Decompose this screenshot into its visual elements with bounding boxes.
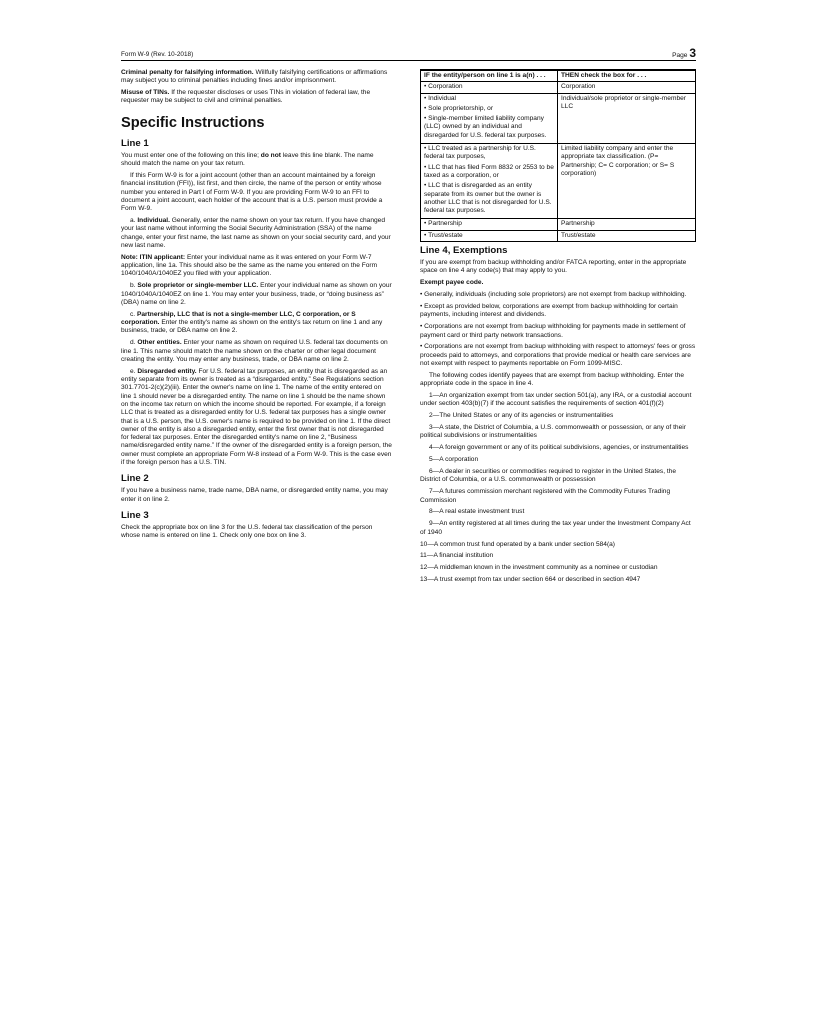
- row1-entity: • Corporation: [424, 83, 463, 90]
- table-cell: [421, 93, 558, 143]
- item-b: [121, 282, 393, 307]
- item-d: [121, 339, 393, 364]
- exempt-code: 7—A futures commission merchant registered with the Commodity Futures Trading Commission: [420, 488, 671, 504]
- line3-heading: Line 3: [121, 509, 149, 521]
- item-a-title: Individual.: [137, 217, 170, 225]
- page-indicator: [650, 46, 696, 60]
- table-cell: Corporation: [558, 82, 696, 93]
- table-cell: [421, 144, 558, 219]
- row2-entity-3: • Single-member limited liability company (LLC) owned by an individual and disregarded for U.S. federal tax purposes.: [424, 115, 554, 140]
- exempt-code: 1—An organization exempt from tax under section 501(a), any IRA, or a custodial account under section 403(b)(7) if the account satisfies the requirements of section 401(f)(2): [420, 392, 692, 408]
- table-row: [421, 219, 696, 230]
- item-c-text: Enter the entity's name as shown on the entity's tax return on line 1 and any business, trade, or DBA name on line 2.: [121, 319, 383, 335]
- criminal-penalty-title: Criminal penalty for falsifying information.: [121, 69, 254, 76]
- item-e-text: For U.S. federal tax purposes, an entity that is disregarded as an entity separate from its owner is treated as a “disregarded entity.” See Regulations section 301.7701-2(c)(2)(iii). Enter the owner's name on line 1. The name of the entity entered on line 1 should never be a disregarded entity. The name on line 1 should be the name shown on the income tax return on which the income should be reported. For example, if a foreign LLC that is treated as a disregarded entity for U.S. federal tax purposes has a single owner that is a U.S. person, the U.S. owner's name is required to be provided on line 1. If the direct owner of the entity is also a disregarded entity, enter the first owner that is not disregarded for federal tax purposes. Enter the disregarded entity's name on line 2, “Business name/disregarded entity name.” If the owner of the disregarded entity is a foreign person, the owner must complete an appropriate Form W-8 instead of a Form W-9. This is the case even if the foreign person has a U.S. TIN.: [121, 367, 392, 467]
- line4-intro: If you are exempt from backup withholding and/or FATCA reporting, enter in the appropriate space on line 4 any code(s) that may apply to you.: [420, 259, 687, 275]
- item-e-label: e.: [130, 367, 136, 375]
- misuse-text: If the requester discloses or uses TINs in violation of federal law, the requester may be subject to civil and criminal penalties.: [121, 89, 371, 105]
- item-e-title: Disregarded entity.: [137, 367, 197, 375]
- item-e: [121, 368, 393, 468]
- exempt-bullet: • Corporations are not exempt from backup withholding with respect to attorneys' fees or gross proceeds paid to attorneys, and corporations that provide medical or health care services are not exempt with respect to payments reportable on Form 1099-MISC.: [420, 343, 696, 368]
- table-header-entity: IF the entity/person on line 1 is a(n) . . .: [421, 70, 558, 82]
- row5-entity: • Trust/estate: [424, 232, 463, 239]
- line1-intro-a: You must enter one of the following on this line;: [121, 151, 259, 159]
- row2-entity-1: • Individual: [424, 95, 554, 103]
- item-d-title: Other entities.: [137, 339, 182, 347]
- table-cell: [421, 230, 558, 241]
- table-cell: Partnership: [558, 219, 696, 230]
- header-rule: [121, 60, 696, 61]
- table-row: [421, 93, 696, 143]
- form-title: Form W-9 (Rev. 10-2018): [121, 51, 194, 58]
- line1-intro-b: do not: [260, 151, 281, 159]
- item-d-text: Enter your name as shown on required U.S. federal tax documents on line 1. This name should match the name shown on the charter or other legal document creating the entity. You may enter any business, trade, or DBA name on line 2.: [121, 339, 388, 363]
- misuse-paragraph: [121, 89, 393, 106]
- item-d-label: d.: [130, 339, 136, 347]
- itin-note-text: Enter your individual name as it was entered on your Form W-7 application, line 1a. This should also be the same as the name you entered on the Form 1040/1040A/1040EZ you filed with your application.: [121, 253, 378, 278]
- exempt-code: 4—A foreign government or any of its political subdivisions, agencies, or instrumentalities: [429, 444, 689, 452]
- line2-heading: Line 2: [121, 473, 149, 485]
- exempt-code: 5—A corporation: [429, 456, 479, 464]
- exempt-code: 6—A dealer in securities or commodities required to register in the United States, the District of Columbia, or a U.S. commonwealth or possession: [420, 468, 677, 484]
- exempt-code: 13—A trust exempt from tax under section 664 or described in section 4947: [420, 576, 641, 584]
- row2-entity-2: • Sole proprietorship, or: [424, 105, 554, 113]
- item-a-label: a.: [130, 217, 136, 225]
- table-cell: [421, 219, 558, 230]
- exempt-code: 8—A real estate investment trust: [429, 508, 525, 516]
- line1-intro-c: leave this line blank. The name should match the name on your tax return.: [121, 151, 374, 168]
- specific-instructions-heading: Specific Instructions: [121, 114, 265, 131]
- line4-heading: Line 4, Exemptions: [420, 245, 508, 257]
- line1-joint-account: If this Form W-9 is for a joint account (other than an account maintained by a foreign financial institution (FFI)), list first, and then circle, the name of the person or entity whose number you entered in Part I of Form W-9. If you are providing Form W-9 to an FFI to document a joint account, each holder of the account that is a U.S. person must provide a Form W-9.: [121, 171, 383, 213]
- row4-entity: • Partnership: [424, 220, 462, 227]
- right-column: [420, 69, 696, 588]
- criminal-penalty-paragraph: [121, 69, 393, 86]
- row3-entity-2: • LLC that has filed Form 8832 or 2553 to be taxed as a corporation, or: [424, 164, 554, 181]
- exempt-code: 10—A common trust fund operated by a bank under section 584(a): [420, 540, 615, 548]
- table-header-checkbox: THEN check the box for . . .: [558, 70, 696, 82]
- misuse-title: Misuse of TINs.: [121, 89, 170, 97]
- line2-text: If you have a business name, trade name, DBA name, or disregarded entity name, you may enter it on line 2.: [121, 487, 388, 503]
- page-label: Page: [672, 52, 688, 59]
- table-cell: Individual/sole proprietor or single-member LLC: [558, 93, 696, 143]
- classification-table: [420, 69, 696, 242]
- exempt-code: 2—The United States or any of its agencies or instrumentalities: [429, 412, 614, 420]
- item-b-text: Enter your individual name as shown on your 1040/1040A/1040EZ on line 1. You may enter your business, trade, or “doing business as” (DBA) name on line 2.: [121, 282, 392, 306]
- table-cell: [421, 82, 558, 93]
- exempt-payee-heading: Exempt payee code.: [420, 279, 484, 287]
- row3-entity-1: • LLC treated as a partnership for U.S. federal tax purposes,: [424, 145, 554, 162]
- table-row: [421, 230, 696, 241]
- criminal-penalty-text: Willfully falsifying certifications or affirmations may subject you to criminal penalties including fines and/or imprisonment.: [121, 69, 388, 85]
- table-cell: Trust/estate: [558, 230, 696, 241]
- item-c: [121, 311, 393, 336]
- table-row: [421, 144, 696, 219]
- exempt-code: 9—An entity registered at all times during the tax year under the Investment Company Act of 1940: [420, 520, 691, 536]
- table-header-row: [421, 70, 696, 82]
- row3-entity-3: • LLC that is disregarded as an entity separate from its owner but the owner is another LLC that is not disregarded for U.S. federal tax purposes.: [424, 182, 554, 215]
- line1-intro: [121, 152, 393, 169]
- exempt-bullet: • Except as provided below, corporations are exempt from backup withholding for certain payments, including interest and dividends.: [420, 303, 696, 320]
- exempt-code: 11—A financial institution: [420, 552, 494, 560]
- item-c-title: Partnership, LLC that is not a single-member LLC, C corporation, or S corporation.: [121, 310, 356, 327]
- codes-intro: The following codes identify payees that are exempt from backup withholding. Enter the appropriate code in the space in line 4.: [420, 371, 685, 388]
- itin-note: [121, 254, 393, 279]
- table-row: [421, 82, 696, 93]
- line1-heading: Line 1: [121, 137, 149, 149]
- exempt-bullet: • Generally, individuals (including sole proprietors) are not exempt from backup withholding.: [420, 291, 696, 299]
- item-b-title: Sole proprietor or single-member LLC.: [137, 282, 259, 290]
- itin-note-title: Note: ITIN applicant:: [121, 253, 186, 261]
- left-column: [121, 69, 393, 544]
- item-a-text: Generally, enter the name shown on your tax return. If you have changed your last name without informing the Social Security Administration (SSA) of the name change, enter your first name, the last name as shown on your social security card, and your new last name.: [121, 217, 391, 249]
- line3-text: Check the appropriate box on line 3 for the U.S. federal tax classification of the person whose name is entered on line 1. Check only one box on line 3.: [121, 523, 373, 540]
- table-cell: Limited liability company and enter the appropriate tax classification. (P= Partnership; C= C corporation; or S= S corporation): [558, 144, 696, 219]
- exempt-code: 3—A state, the District of Columbia, a U.S. commonwealth or possession, or any of their political subdivisions or instrumentalities: [420, 424, 686, 440]
- exempt-bullet: • Corporations are not exempt from backup withholding for payments made in settlement of payment card or third party network transactions.: [420, 323, 696, 340]
- item-a: [121, 217, 393, 250]
- item-b-label: b.: [130, 282, 136, 290]
- page-number: 3: [689, 46, 696, 60]
- item-c-label: c.: [130, 310, 136, 318]
- exempt-code: 12—A middleman known in the investment community as a nominee or custodian: [420, 564, 658, 572]
